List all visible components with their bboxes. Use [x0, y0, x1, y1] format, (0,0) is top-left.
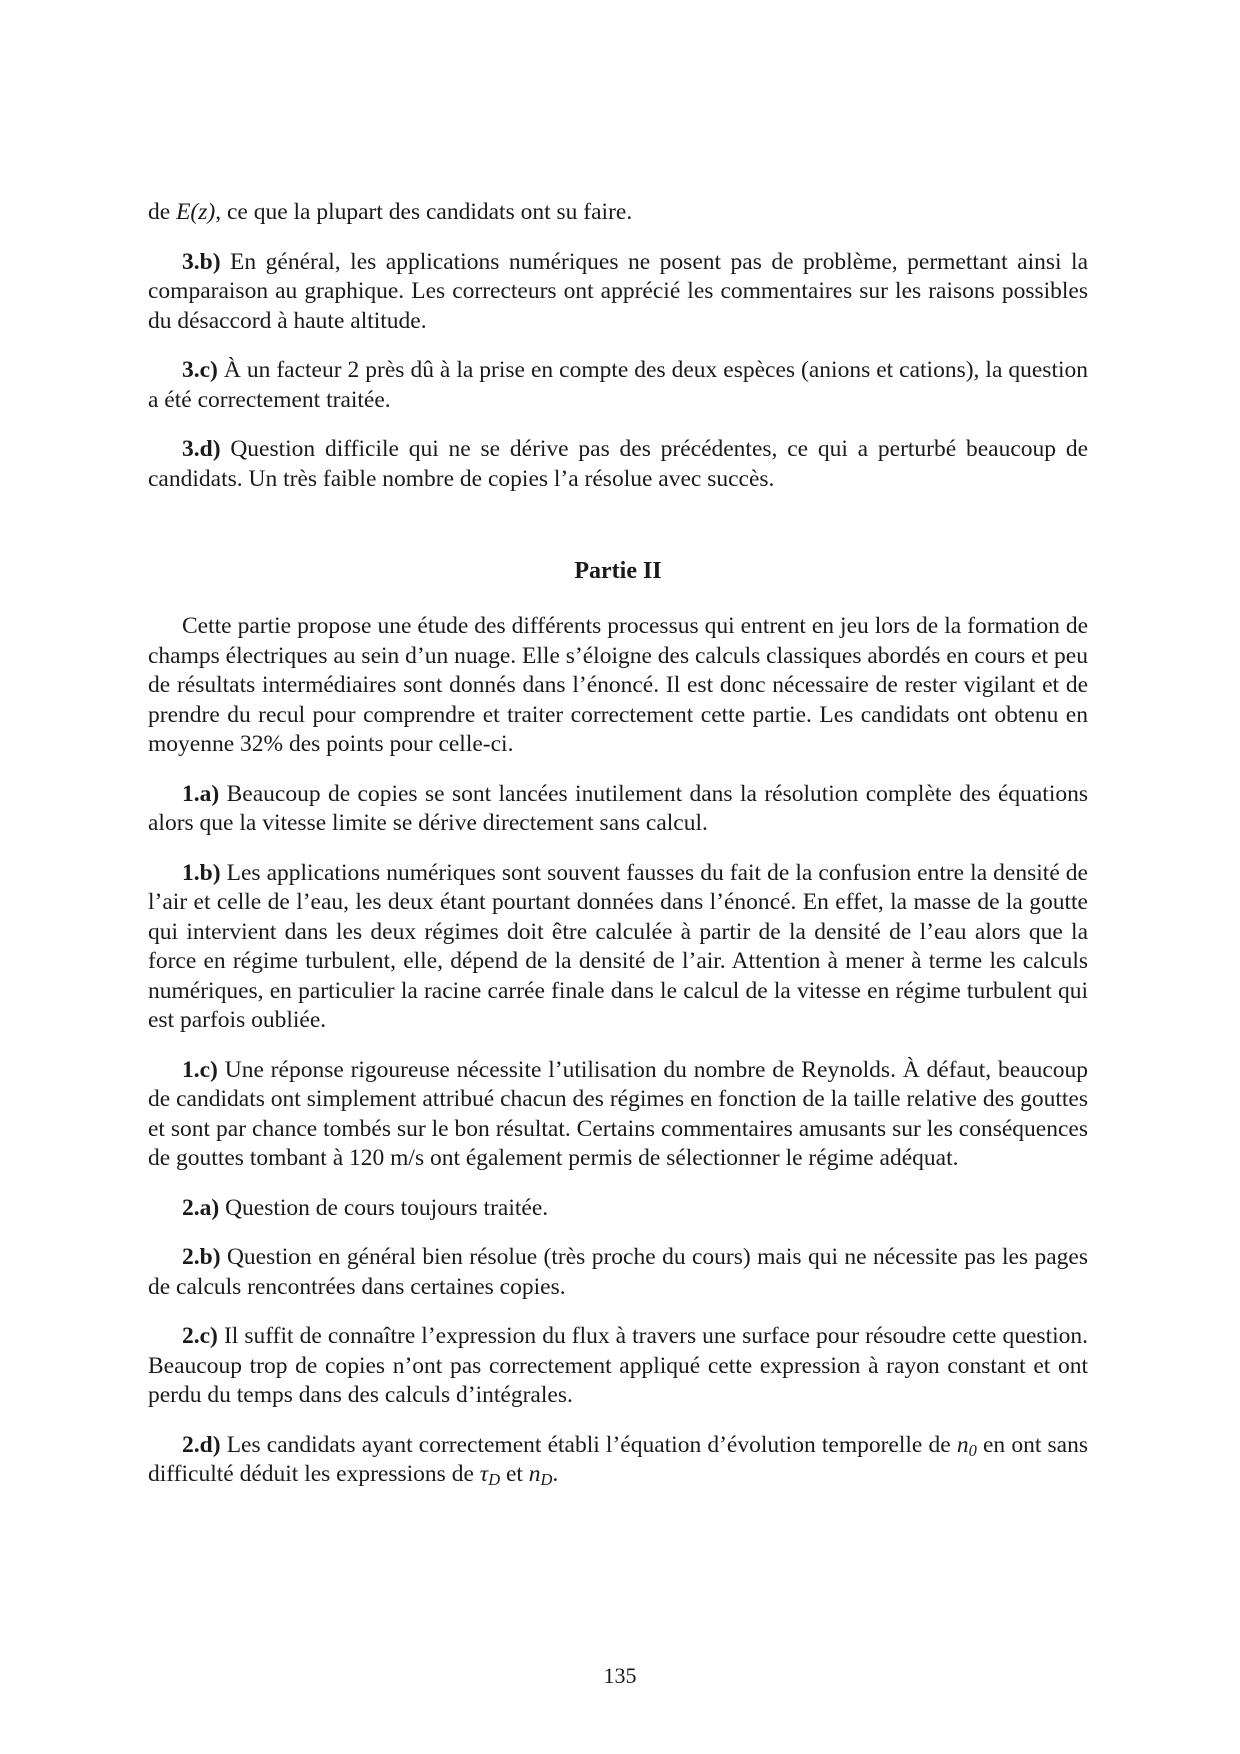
math-n-d: [528, 1461, 553, 1490]
question-text: Il suffit de connaître l’expression du flux à travers une surface pour résoudre cette question. Beaucoup trop de copies n’ont pas correctement appliqué cette expression à rayon constant et ont perdu du temps dans des calculs d’intégrales.: [148, 1323, 1089, 1408]
math-nd-base: n: [528, 1461, 541, 1487]
question-text-before: Les candidats ayant correctement établi l’équation d’évolution temporelle de: [226, 1431, 957, 1458]
question-2a: [148, 1194, 1088, 1224]
continuation-paragraph: [148, 198, 1088, 228]
question-label: 2.b): [182, 1244, 221, 1270]
continuation-suffix: , ce que la plupart des candidats ont su faire.: [215, 199, 633, 225]
question-label: 3.c): [182, 357, 218, 383]
question-2d: [148, 1431, 1088, 1490]
question-text: Question de cours toujours traitée.: [225, 1194, 549, 1221]
question-text: Les applications numériques sont souvent fausses du fait de la confusion entre la densité de l’air et celle de l’eau, les deux étant pourtant données dans l’énoncé. En effet, la masse de la goutte qui intervient dans les deux régimes doit être calculée à partir de la densité de l’eau alors que la force en régime turbulent, elle, dépend de la densité de l’air. Attention à mener à terme les calculs numériques, en particulier la racine carrée finale dans le calcul de la vitesse en régime turbulent qui est parfois oubliée.: [148, 859, 1088, 1033]
math-n0: [957, 1432, 977, 1458]
math-tau-base: τ: [479, 1461, 489, 1487]
question-label: 2.d): [182, 1431, 221, 1458]
math-n0-base: n: [956, 1431, 969, 1458]
question-2c: [148, 1322, 1088, 1411]
math-e-of-z: E(z): [176, 199, 216, 225]
question-label: 1.b): [182, 859, 221, 886]
document-body: [148, 198, 1088, 1510]
question-text-end: .: [552, 1461, 559, 1487]
math-tau-sub: D: [488, 1470, 501, 1490]
question-text: Une réponse rigoureuse nécessite l’utilisation du nombre de Reynolds. À défaut, beaucoup de candidats ont simplement attribué chacun des régimes en fonction de la taille relative des gouttes et sont par chance tombés sur le bon résultat. Certains commentaires amusants sur les conséquences de gouttes tombant à 120 m/s ont également permis de sélectionner le régime adéquat.: [148, 1056, 1089, 1171]
question-1c: [148, 1056, 1088, 1174]
question-label: 2.a): [182, 1194, 220, 1221]
math-nd-sub: D: [540, 1470, 553, 1490]
question-text: Beaucoup de copies se sont lancées inutilement dans la résolution complète des équations alors que la vitesse limite se dérive directement sans calcul.: [148, 780, 1089, 836]
question-label: 3.b): [182, 248, 221, 275]
math-tau-d: [479, 1461, 501, 1490]
math-n0-sub: 0: [968, 1440, 977, 1460]
question-1a: [148, 780, 1088, 839]
continuation-prefix: de: [148, 199, 177, 225]
question-label: 1.c): [182, 1056, 218, 1083]
part-title: Partie II: [574, 558, 662, 584]
question-text: Question en général bien résolue (très proche du cours) mais qui ne nécessite pas les pages de calculs rencontrées dans certaines copies.: [148, 1244, 1088, 1300]
question-2b: [148, 1243, 1088, 1302]
question-3c: [148, 356, 1088, 415]
question-1b: [148, 859, 1088, 1036]
part-intro: Cette partie propose une étude des différents processus qui entrent en jeu lors de la formation de champs électriques au sein d’un nuage. Elle s’éloigne des calculs classiques abordés en cours et peu de résultats intermédiaires sont donnés dans l’énoncé. Il est donc nécessaire de rester vigilant et de prendre du recul pour comprendre et traiter correctement cette partie. Les candidats ont obtenu en moyenne 32% des points pour celle-ci.: [148, 613, 1088, 757]
page-number: 135: [603, 1663, 637, 1688]
question-text-middle: en ont sans difficulté déduit les expressions de: [148, 1431, 1088, 1487]
question-label: 1.a): [182, 780, 220, 807]
question-label: 2.c): [182, 1323, 218, 1349]
question-text: En général, les applications numériques ne posent pas de problème, permettant ainsi la comparaison au graphique. Les correcteurs ont apprécié les commentaires sur les raisons possibles du désaccord à haute altitude.: [148, 248, 1089, 334]
question-label: 3.d): [182, 436, 221, 462]
question-3b: [148, 248, 1088, 337]
question-text: Question difficile qui ne se dérive pas des précédentes, ce qui a perturbé beaucoup de candidats. Un très faible nombre de copies l’a résolue avec succès.: [148, 436, 1088, 492]
question-3d: [148, 435, 1088, 494]
question-text-and: et: [500, 1461, 529, 1487]
question-text: À un facteur 2 près dû à la prise en compte des deux espèces (anions et cations), la question a été correctement traitée.: [148, 357, 1089, 413]
